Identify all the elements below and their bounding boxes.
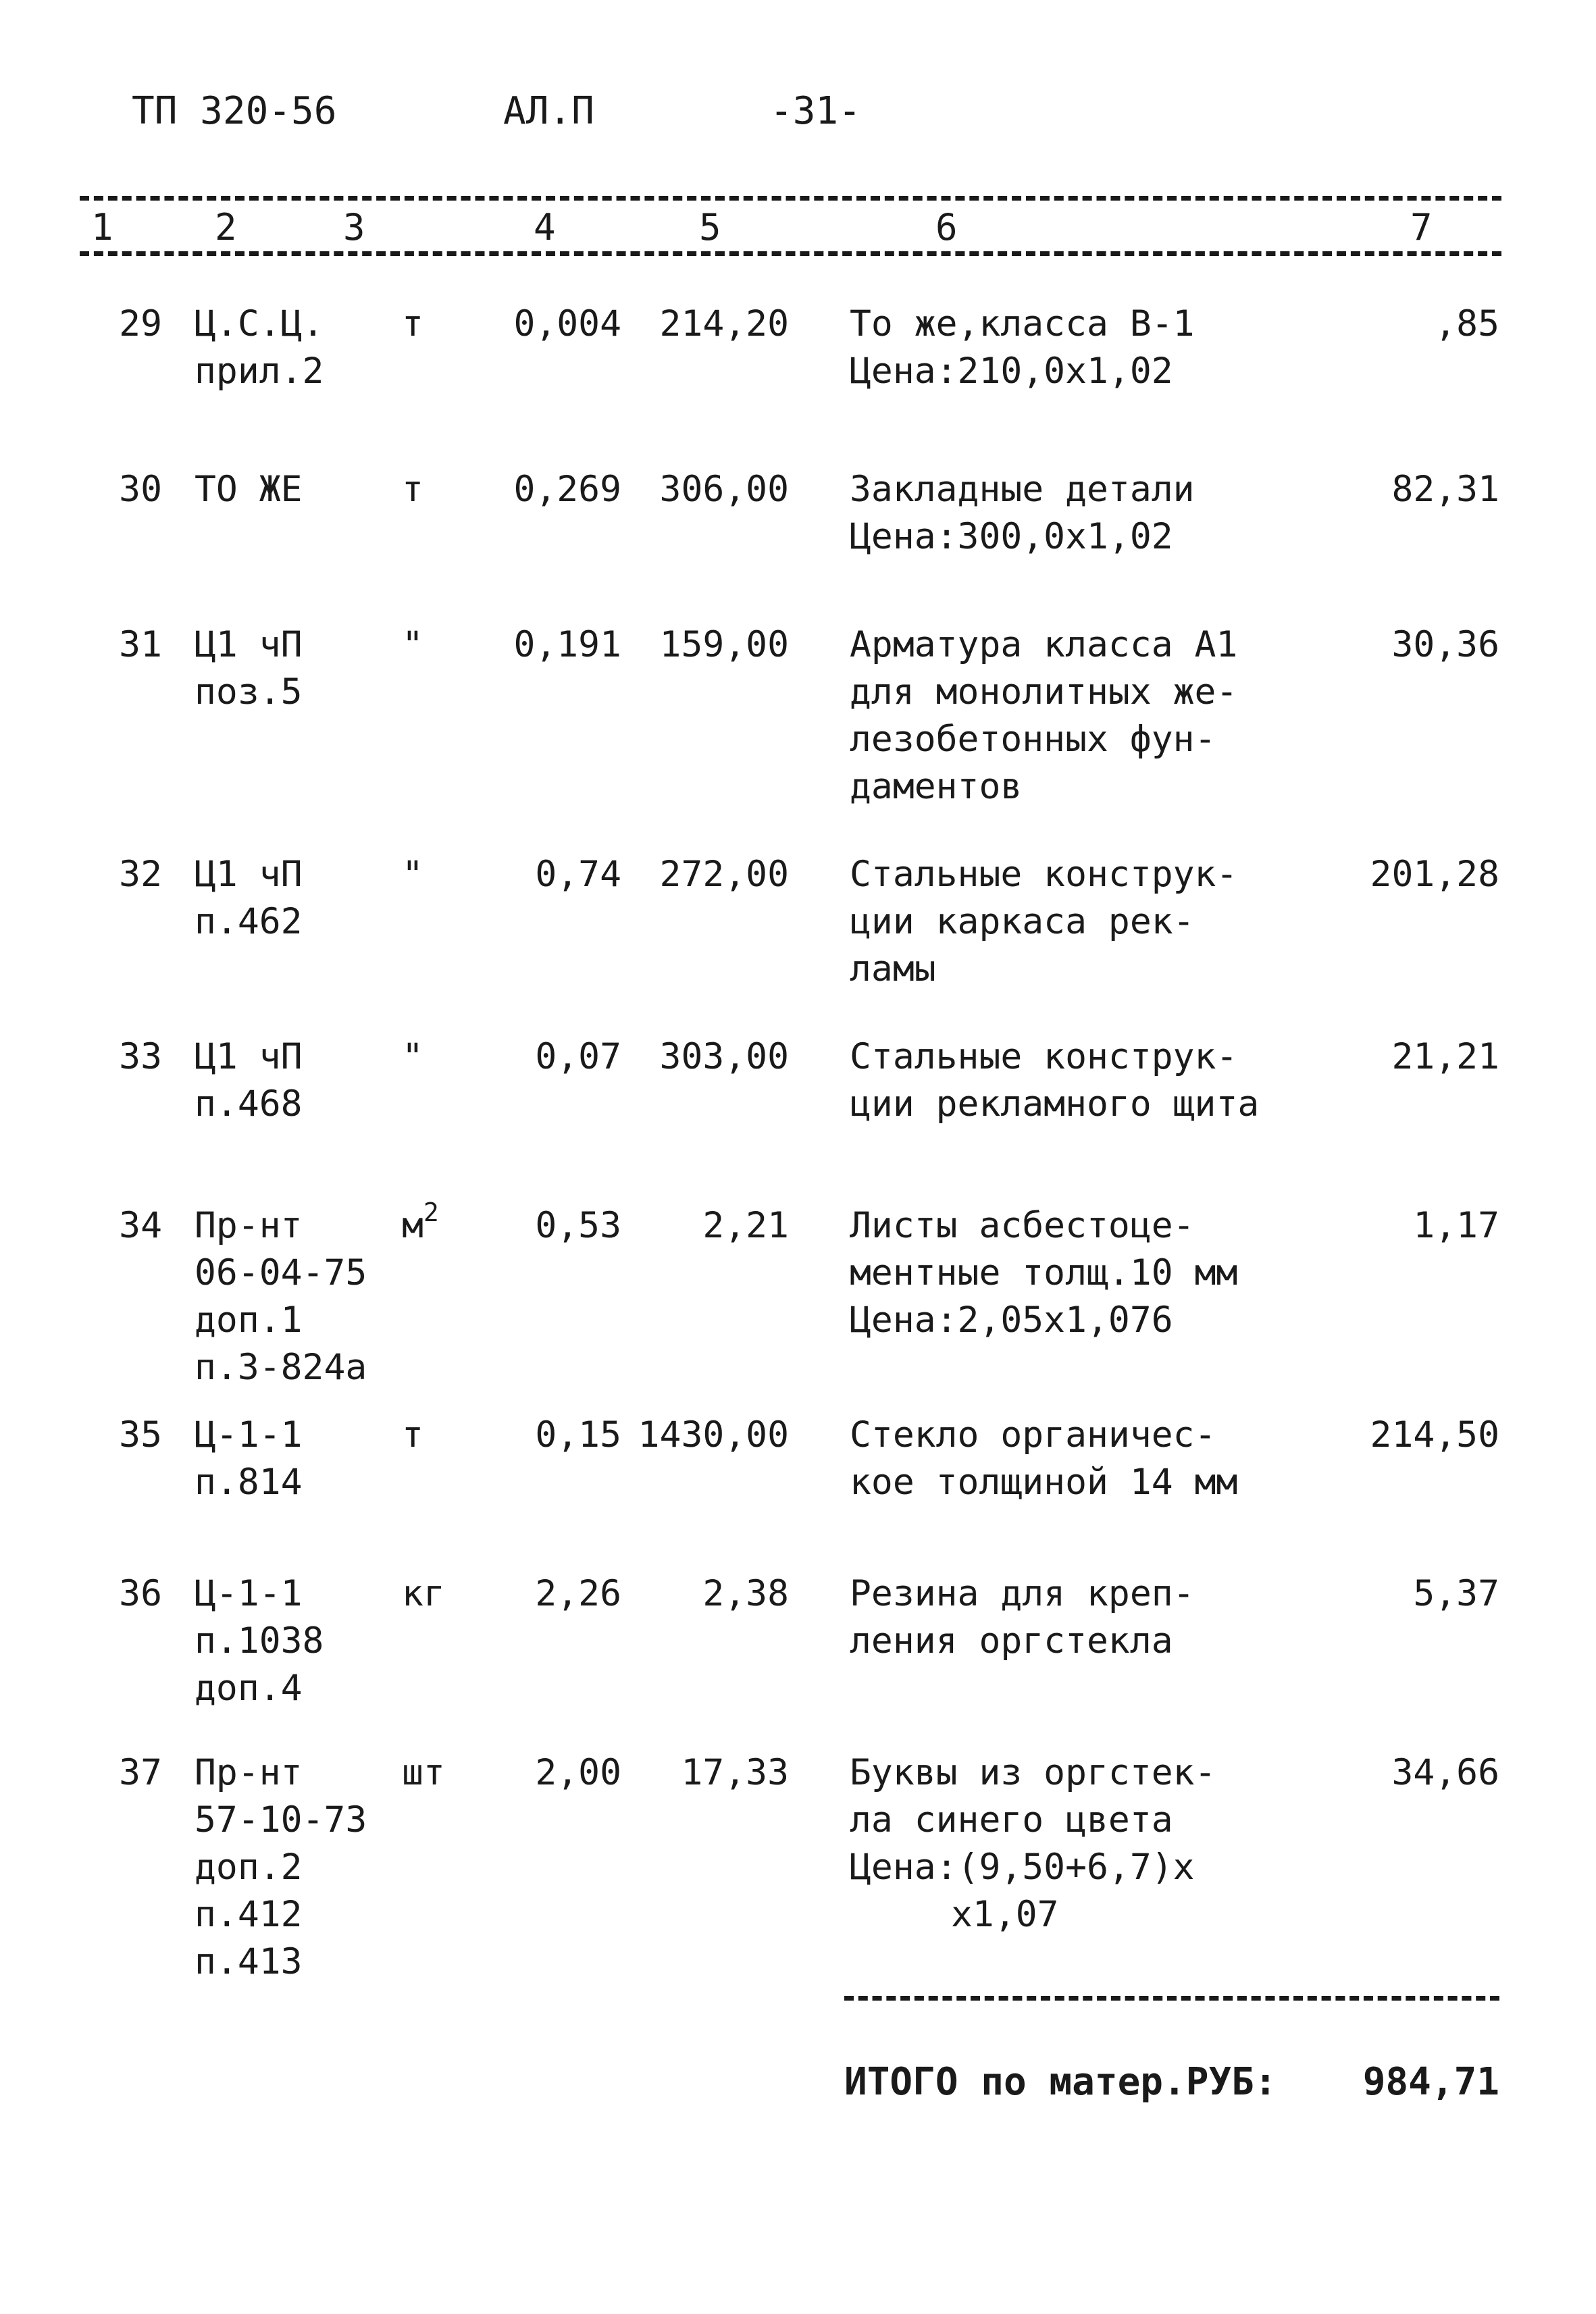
quantity-cell: 0,74: [535, 854, 621, 895]
reference-cell: Ц1 чП п.468: [195, 1036, 303, 1125]
unit-cell: ": [402, 1036, 423, 1077]
column-number: 6: [935, 206, 958, 249]
description-cell: Резина для креп- ления оргстекла: [850, 1573, 1195, 1662]
amount-cell: 214,50: [1370, 1414, 1499, 1456]
reference-cell: Пр-нт 57-10-73 доп.2 п.412 п.413: [195, 1752, 367, 1982]
amount-cell: 201,28: [1370, 854, 1499, 895]
amount-cell: 1,17: [1413, 1205, 1499, 1246]
description-cell: Листы асбестоце- ментные толщ.10 мм Цена:2,05х1,076: [850, 1205, 1238, 1341]
unit-cell: т: [402, 1414, 423, 1456]
description-cell: То же,класса В-1 Цена:210,0х1,02: [850, 303, 1195, 392]
reference-cell: ТО ЖЕ: [195, 469, 303, 510]
table-top-rule: [80, 196, 1501, 201]
price-cell: 159,00: [659, 624, 789, 665]
amount-cell: 30,36: [1391, 624, 1499, 665]
unit-cell: $м^2$: [402, 1198, 439, 1246]
unit-cell: т: [402, 469, 423, 510]
unit-exponent: 2: [423, 1198, 439, 1227]
price-cell: 272,00: [659, 854, 789, 895]
reference-cell: Ц.С.Ц. прил.2: [195, 303, 324, 392]
description-cell: Стальные конструк- ции рекламного щита: [850, 1036, 1260, 1125]
quantity-cell: 0,53: [535, 1205, 621, 1246]
amount-cell: 34,66: [1391, 1752, 1499, 1793]
unit-cell: кг: [402, 1573, 445, 1614]
row-number: 30: [119, 469, 162, 510]
price-cell: 303,00: [659, 1036, 789, 1077]
quantity-cell: 0,07: [535, 1036, 621, 1077]
reference-cell: Пр-нт 06-04-75 доп.1 п.3-824а: [195, 1205, 367, 1388]
description-cell: Стекло органичес- кое толщиной 14 мм: [850, 1414, 1238, 1503]
description-cell: Буквы из оргстек- ла синего цвета Цена:(9,50+6,7)х х1,07: [850, 1752, 1216, 1935]
row-number: 31: [119, 624, 162, 665]
description-cell: Закладные детали Цена:300,0х1,02: [850, 469, 1195, 557]
column-header-rule: [80, 251, 1501, 256]
price-cell: 2,21: [702, 1205, 789, 1246]
unit-cell: ": [402, 624, 423, 665]
amount-cell: ,85: [1435, 303, 1499, 344]
total-value: 984,71: [1362, 2060, 1499, 2104]
amount-cell: 82,31: [1391, 469, 1499, 510]
row-number: 34: [119, 1205, 162, 1246]
column-number: 3: [343, 206, 365, 249]
total-label: ИТОГО по матер.РУБ:: [844, 2060, 1277, 2104]
price-cell: 306,00: [659, 469, 789, 510]
column-number: 5: [699, 206, 721, 249]
quantity-cell: 0,15: [535, 1414, 621, 1456]
row-number: 36: [119, 1573, 162, 1614]
reference-cell: Ц-1-1 п.1038 доп.4: [195, 1573, 324, 1709]
reference-cell: Ц1 чП п.462: [195, 854, 303, 942]
column-number: 1: [91, 206, 113, 249]
row-number: 29: [119, 303, 162, 344]
price-cell: 2,38: [702, 1573, 789, 1614]
column-number: 2: [215, 206, 237, 249]
reference-cell: Ц1 чП поз.5: [195, 624, 303, 713]
description-cell: Стальные конструк- ции каркаса рек- ламы: [850, 854, 1238, 989]
quantity-cell: 2,00: [535, 1752, 621, 1793]
price-cell: 17,33: [681, 1752, 789, 1793]
total-rule: [844, 1996, 1499, 2001]
amount-cell: 21,21: [1391, 1036, 1499, 1077]
reference-cell: Ц-1-1 п.814: [195, 1414, 303, 1503]
amount-cell: 5,37: [1413, 1573, 1499, 1614]
row-number: 37: [119, 1752, 162, 1793]
row-number: 32: [119, 854, 162, 895]
row-number: 33: [119, 1036, 162, 1077]
album-label: АЛ.П: [503, 89, 594, 133]
unit-cell: шт: [402, 1752, 445, 1793]
quantity-cell: 0,191: [513, 624, 621, 665]
column-number: 4: [534, 206, 556, 249]
description-cell: Арматура класса А1 для монолитных же- лезобетонных фун- даментов: [850, 624, 1238, 807]
unit-cell: т: [402, 303, 423, 344]
quantity-cell: 0,269: [513, 469, 621, 510]
unit-cell: ": [402, 854, 423, 895]
price-cell: 214,20: [659, 303, 789, 344]
document-code: ТП 320-56: [132, 89, 337, 133]
column-number: 7: [1410, 206, 1433, 249]
page-number: -31-: [770, 89, 861, 133]
quantity-cell: 2,26: [535, 1573, 621, 1614]
quantity-cell: 0,004: [513, 303, 621, 344]
price-cell: 1430,00: [638, 1414, 789, 1456]
row-number: 35: [119, 1414, 162, 1456]
